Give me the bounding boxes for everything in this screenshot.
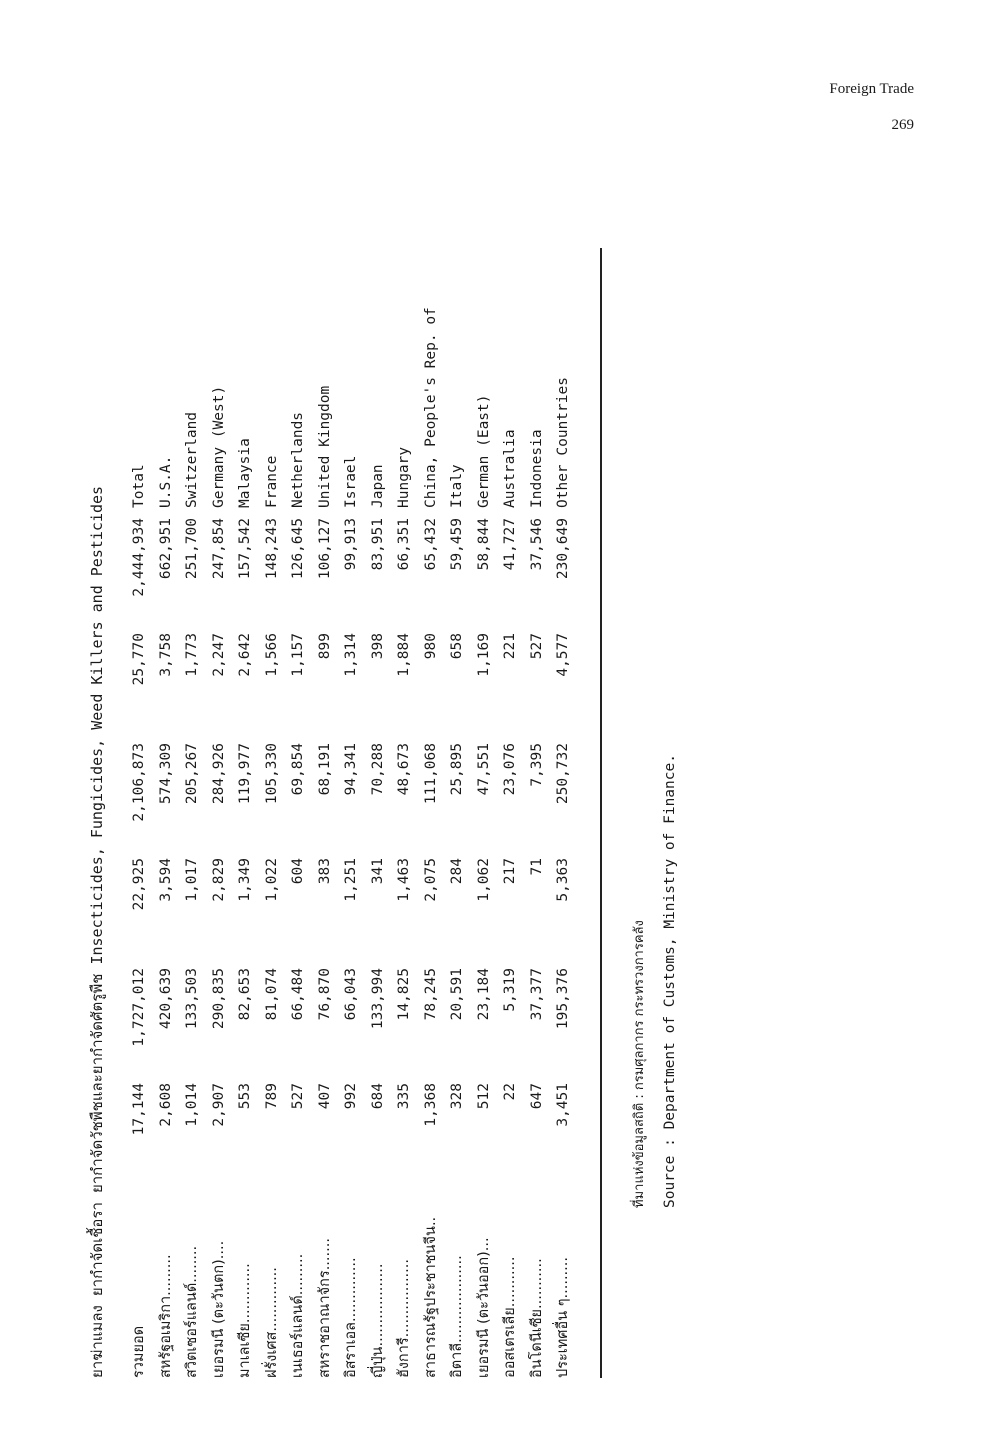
value-cell: 1,773 xyxy=(184,633,200,677)
value-cell: 574,309 xyxy=(157,743,174,805)
country-english: Germany (West) xyxy=(210,385,227,508)
value-cell: 1,022 xyxy=(263,858,280,902)
value-cell: 2,444,934 xyxy=(131,518,147,597)
value-cell: 99,913 xyxy=(343,518,359,571)
value-cell: 398 xyxy=(369,633,386,660)
country-english: China, People's Rep. of xyxy=(422,307,439,508)
table-row xyxy=(312,248,339,1378)
value-cell: 69,854 xyxy=(290,743,306,796)
country-thai: ญี่ปุ่น.................. xyxy=(369,1263,386,1378)
value-cell: 1,314 xyxy=(343,633,359,677)
value-cell: 58,844 xyxy=(475,518,492,571)
value-cell: 81,074 xyxy=(263,968,280,1021)
value-cell: 157,542 xyxy=(237,518,253,580)
page-number: 269 xyxy=(891,117,914,133)
value-cell: 82,653 xyxy=(237,968,253,1021)
table-row xyxy=(550,248,577,1378)
country-english: Switzerland xyxy=(184,411,200,508)
country-thai: ออสเตรเลีย........... xyxy=(502,1256,518,1378)
value-cell: 37,546 xyxy=(528,518,545,571)
table-row xyxy=(153,248,180,1378)
value-cell: 105,330 xyxy=(263,743,280,805)
country-english: United Kingdom xyxy=(316,385,333,508)
country-thai: อิตาลี................... xyxy=(449,1255,465,1378)
value-cell: 76,870 xyxy=(316,968,333,1021)
country-english: France xyxy=(263,455,280,508)
value-cell: 5,363 xyxy=(555,858,571,902)
value-cell: 221 xyxy=(502,633,518,660)
value-cell: 2,608 xyxy=(157,1083,174,1127)
rotated-table-block xyxy=(80,248,720,1378)
value-cell: 37,377 xyxy=(528,968,545,1021)
value-cell: 106,127 xyxy=(316,518,333,580)
value-cell: 383 xyxy=(316,858,333,885)
value-cell: 7,395 xyxy=(528,743,545,787)
value-cell: 78,245 xyxy=(422,968,439,1021)
value-cell: 407 xyxy=(316,1083,333,1110)
value-cell: 789 xyxy=(263,1083,280,1110)
value-cell: 1,368 xyxy=(422,1083,439,1127)
country-thai: ประเทศอื่น ๆ......... xyxy=(555,1257,571,1378)
country-thai: รวมยอด xyxy=(131,1325,147,1378)
value-cell: 2,106,873 xyxy=(131,743,147,822)
source-note xyxy=(625,508,685,1208)
value-cell: 195,376 xyxy=(555,968,571,1030)
value-cell: 68,191 xyxy=(316,743,333,796)
value-cell: 1,062 xyxy=(475,858,492,902)
value-cell: 250,732 xyxy=(555,743,571,805)
value-cell: 25,770 xyxy=(131,633,147,686)
country-thai: เยอรมนี (ตะวันออก)... xyxy=(475,1237,492,1378)
bottom-rule xyxy=(600,248,602,1378)
value-cell: 328 xyxy=(449,1083,465,1110)
value-cell: 66,351 xyxy=(396,518,412,571)
country-english: Israel xyxy=(343,455,359,508)
value-cell: 1,463 xyxy=(396,858,412,902)
value-cell: 22 xyxy=(502,1083,518,1101)
value-cell: 94,341 xyxy=(343,743,359,796)
value-cell: 1,251 xyxy=(343,858,359,902)
country-english: Japan xyxy=(369,464,386,508)
country-thai: สหรัฐอเมริกา......... xyxy=(157,1254,174,1378)
value-cell: 5,319 xyxy=(502,968,518,1012)
country-english: Malaysia xyxy=(237,438,253,508)
country-thai: เนเธอร์แลนด์......... xyxy=(290,1253,306,1378)
table-row xyxy=(471,248,498,1378)
value-cell: 71 xyxy=(528,858,545,876)
table-row xyxy=(497,248,524,1378)
value-cell: 3,758 xyxy=(157,633,174,677)
value-cell: 3,451 xyxy=(555,1083,571,1127)
country-thai: สาธารณรัฐประชาชนจีน.. xyxy=(422,1216,439,1378)
value-cell: 1,566 xyxy=(263,633,280,677)
value-cell: 25,895 xyxy=(449,743,465,796)
value-cell: 230,649 xyxy=(555,518,571,580)
value-cell: 2,075 xyxy=(422,858,439,902)
country-english: U.S.A. xyxy=(157,455,174,508)
value-cell: 1,157 xyxy=(290,633,306,677)
value-cell: 247,854 xyxy=(210,518,227,580)
table-body xyxy=(126,248,577,1378)
value-cell: 684 xyxy=(369,1083,386,1110)
page-header xyxy=(829,80,914,134)
country-english: Italy xyxy=(449,464,465,508)
country-thai: อินโดนีเซีย........... xyxy=(528,1258,545,1378)
country-thai: สวิตเซอร์แลนด์........ xyxy=(184,1245,200,1378)
value-cell: 512 xyxy=(475,1083,492,1110)
value-cell: 66,484 xyxy=(290,968,306,1021)
total-row xyxy=(126,248,153,1378)
table-row xyxy=(391,248,418,1378)
value-cell: 992 xyxy=(343,1083,359,1110)
country-thai: ฮังการี................. xyxy=(396,1259,412,1378)
table-row xyxy=(232,248,259,1378)
value-cell: 1,727,012 xyxy=(131,968,147,1047)
country-english: German (East) xyxy=(475,394,492,508)
value-cell: 341 xyxy=(369,858,386,885)
value-cell: 335 xyxy=(396,1083,412,1110)
country-english: Other Countries xyxy=(555,377,571,508)
value-cell: 980 xyxy=(422,633,439,660)
value-cell: 1,884 xyxy=(396,633,412,677)
value-cell: 2,247 xyxy=(210,633,227,677)
value-cell: 111,068 xyxy=(422,743,439,805)
value-cell: 899 xyxy=(316,633,333,660)
section-title: Foreign Trade xyxy=(829,81,914,97)
value-cell: 70,288 xyxy=(369,743,386,796)
value-cell: 41,727 xyxy=(502,518,518,571)
country-english: Indonesia xyxy=(528,429,545,508)
value-cell: 251,700 xyxy=(184,518,200,580)
table-row xyxy=(524,248,551,1378)
value-cell: 83,951 xyxy=(369,518,386,571)
value-cell: 527 xyxy=(528,633,545,660)
value-cell: 17,144 xyxy=(131,1083,147,1136)
source-thai: ที่มาแห่งข้อมูลสถิติ : กรมศุลกากร กระทรวงการคลัง xyxy=(632,920,647,1208)
value-cell: 658 xyxy=(449,633,465,660)
table-row xyxy=(365,248,392,1378)
value-cell: 420,639 xyxy=(157,968,174,1030)
table-title: ยาฆ่าแมลง ยากำจัดเชื้อรา ยากำจัดวัชพืชและยากำจัดศัตรูพืช Insecticides, Fungicides, Weed Killers and Pesticides xyxy=(88,485,106,1378)
value-cell: 48,673 xyxy=(396,743,412,796)
value-cell: 2,829 xyxy=(210,858,227,902)
value-cell: 3,594 xyxy=(157,858,174,902)
country-english: Netherlands xyxy=(290,411,306,508)
table-row xyxy=(206,248,233,1378)
value-cell: 290,835 xyxy=(210,968,227,1030)
table-row xyxy=(259,248,286,1378)
table-row xyxy=(179,248,206,1378)
value-cell: 1,349 xyxy=(237,858,253,902)
trade-table xyxy=(126,248,577,1378)
source-english: Source : Department of Customs, Ministry of Finance. xyxy=(662,754,678,1208)
country-english: Hungary xyxy=(396,446,412,508)
value-cell: 23,184 xyxy=(475,968,492,1021)
value-cell: 647 xyxy=(528,1083,545,1110)
value-cell: 20,591 xyxy=(449,968,465,1021)
value-cell: 59,459 xyxy=(449,518,465,571)
value-cell: 65,432 xyxy=(422,518,439,571)
value-cell: 1,169 xyxy=(475,633,492,677)
value-cell: 1,017 xyxy=(184,858,200,902)
value-cell: 2,907 xyxy=(210,1083,227,1127)
value-cell: 23,076 xyxy=(502,743,518,796)
value-cell: 527 xyxy=(290,1083,306,1110)
value-cell: 1,014 xyxy=(184,1083,200,1127)
value-cell: 2,642 xyxy=(237,633,253,677)
table-row xyxy=(444,248,471,1378)
value-cell: 66,043 xyxy=(343,968,359,1021)
value-cell: 47,551 xyxy=(475,743,492,796)
country-thai: อิสราเอล.............. xyxy=(343,1257,359,1378)
value-cell: 133,994 xyxy=(369,968,386,1030)
value-cell: 604 xyxy=(290,858,306,885)
country-thai: เยอรมนี (ตะวันตก).... xyxy=(210,1240,227,1378)
value-cell: 662,951 xyxy=(157,518,174,580)
table-row xyxy=(418,248,445,1378)
table-row xyxy=(285,248,312,1378)
country-thai: ฝรั่งเศส.............. xyxy=(263,1267,280,1378)
value-cell: 119,977 xyxy=(237,743,253,805)
value-cell: 217 xyxy=(502,858,518,885)
value-cell: 4,577 xyxy=(555,633,571,677)
country-thai: มาเลเซีย............. xyxy=(237,1263,253,1378)
value-cell: 22,925 xyxy=(131,858,147,911)
value-cell: 126,645 xyxy=(290,518,306,580)
value-cell: 148,243 xyxy=(263,518,280,580)
value-cell: 205,267 xyxy=(184,743,200,805)
country-english: Total xyxy=(131,464,147,508)
value-cell: 14,825 xyxy=(396,968,412,1021)
value-cell: 133,503 xyxy=(184,968,200,1030)
country-thai: สหราชอาณาจักร....... xyxy=(316,1238,333,1378)
table-row xyxy=(338,248,365,1378)
value-cell: 284,926 xyxy=(210,743,227,805)
value-cell: 553 xyxy=(237,1083,253,1110)
country-english: Australia xyxy=(502,429,518,508)
value-cell: 284 xyxy=(449,858,465,885)
